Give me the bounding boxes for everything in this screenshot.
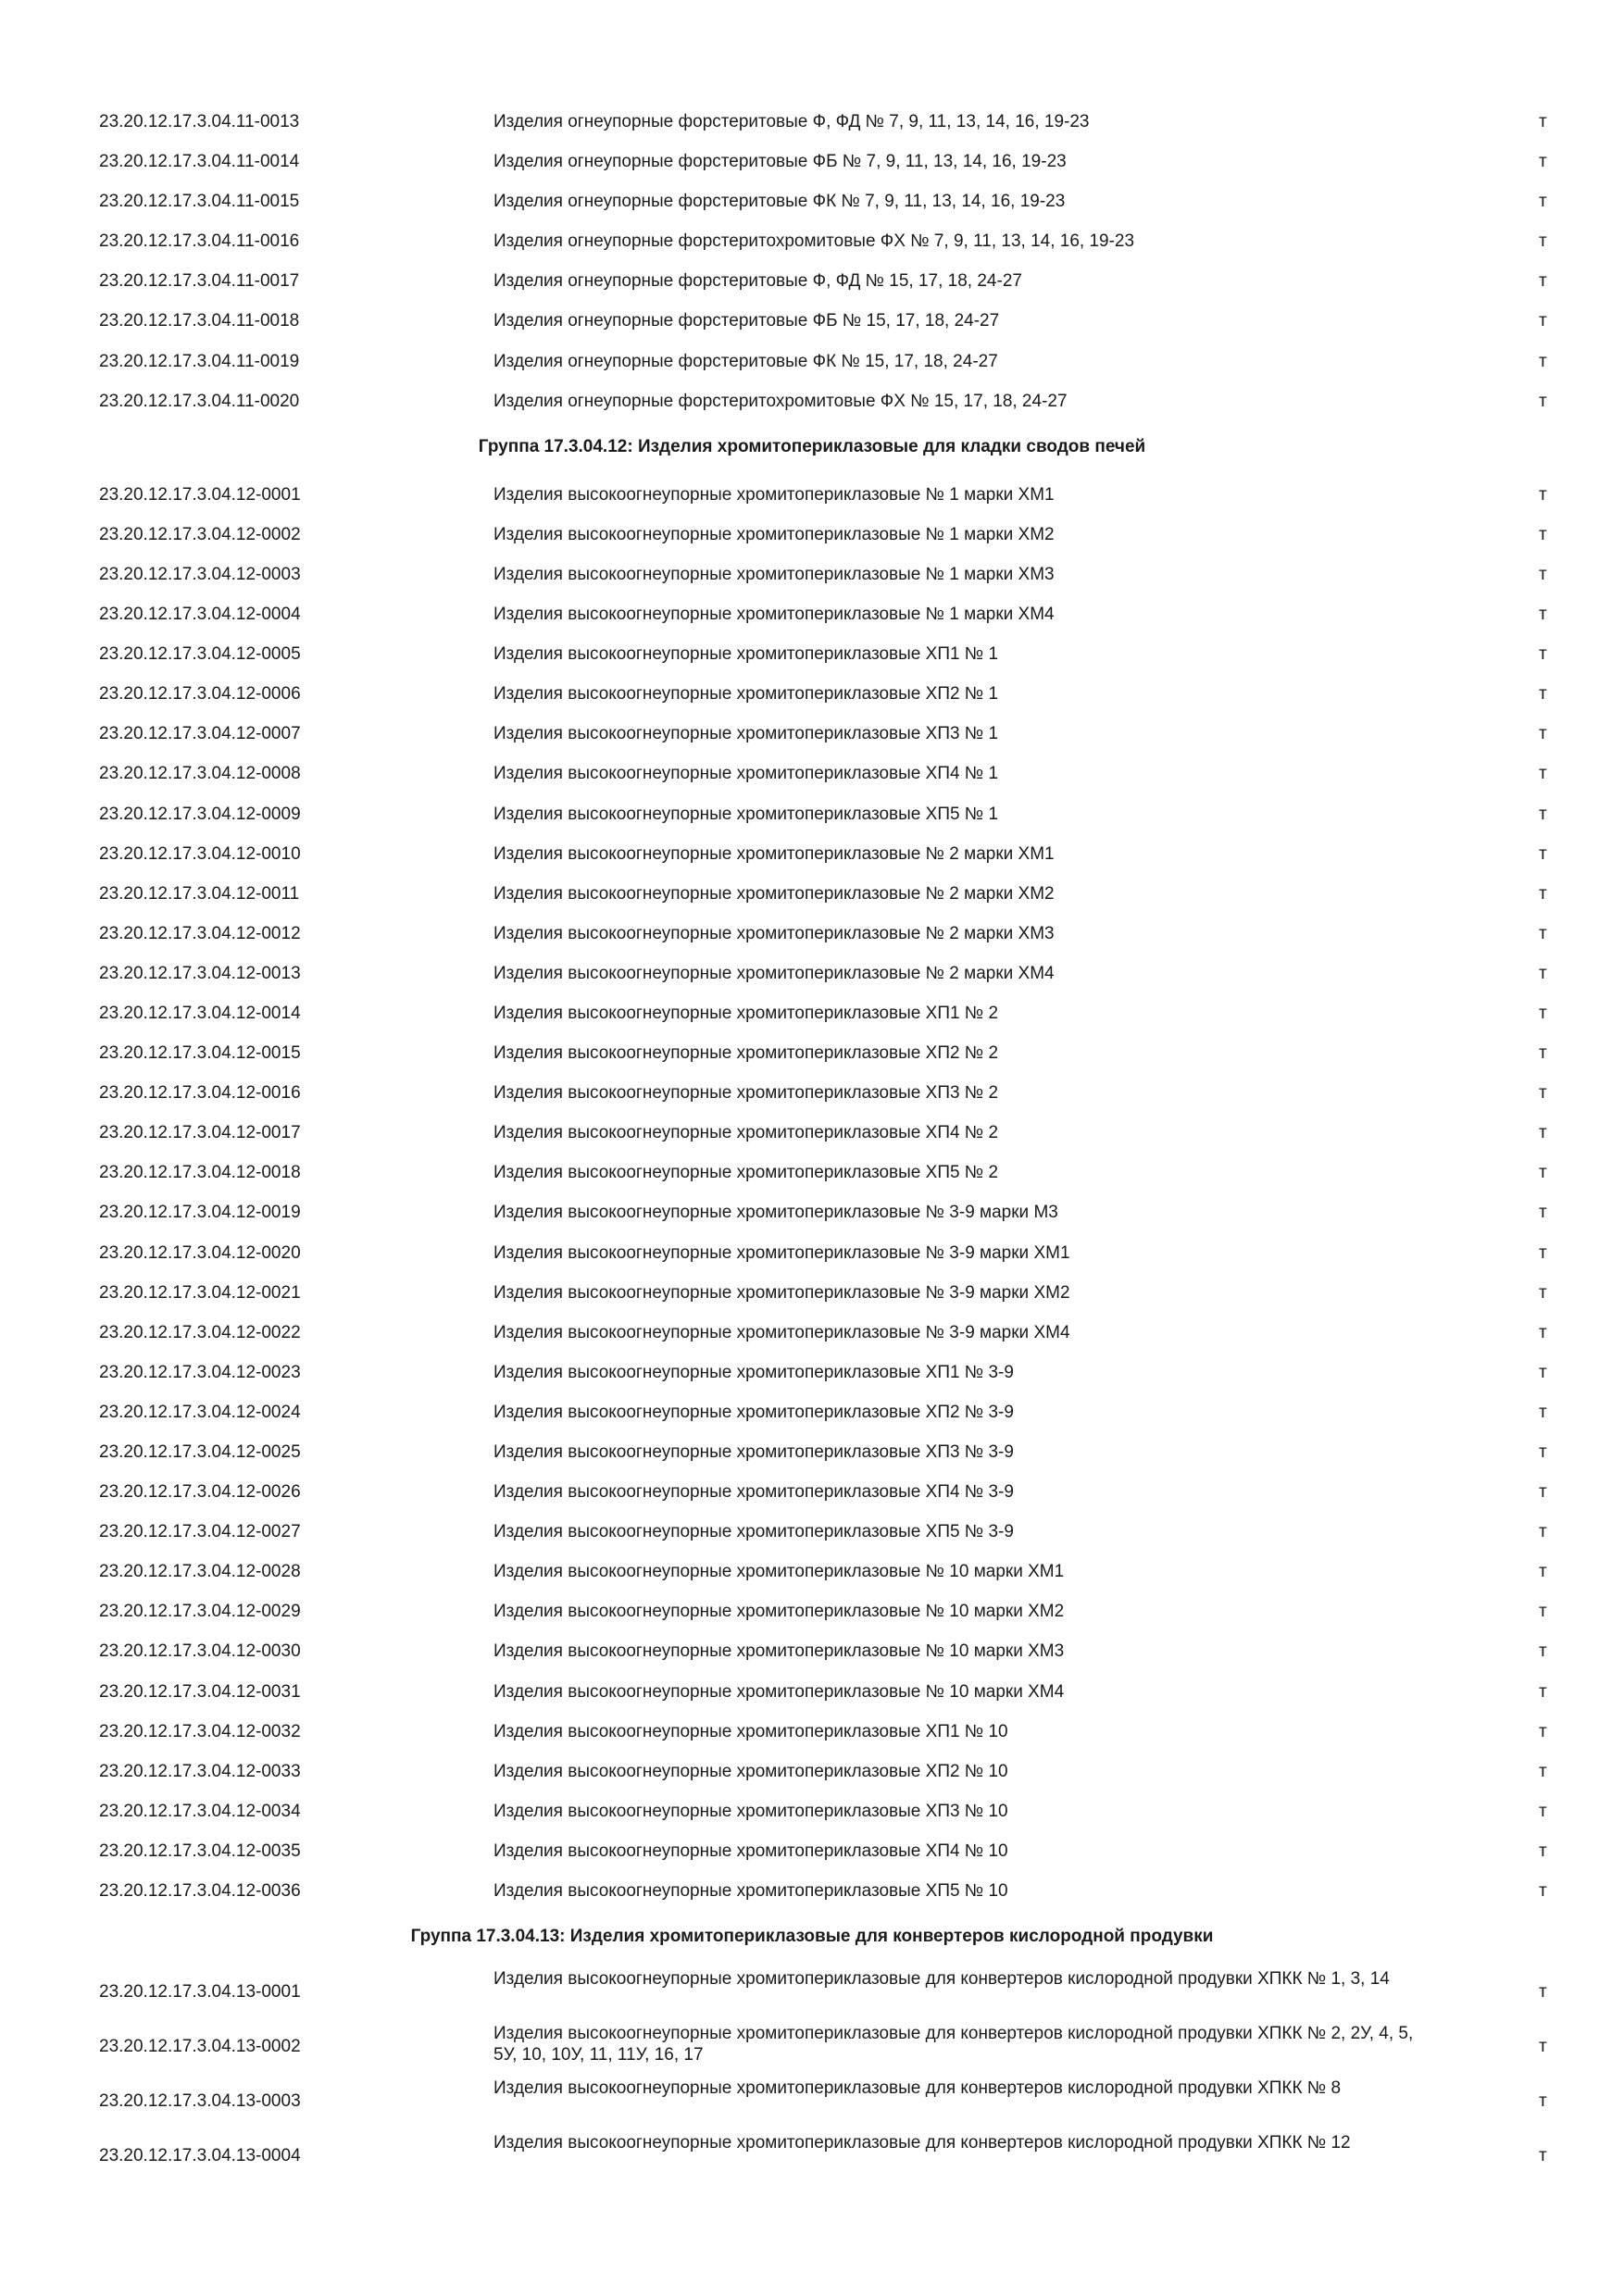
resource-name: Изделия высокоогнеупорные хромитопериклазовые ХП5 № 1: [493, 804, 999, 824]
resource-unit: т: [1539, 391, 1547, 411]
resource-unit: т: [1539, 1043, 1547, 1064]
table-row: [0, 261, 1624, 301]
resource-unit: т: [1539, 271, 1547, 292]
resource-name: Изделия высокоогнеупорные хромитопериклазовые № 1 марки ХМ4: [493, 605, 1055, 625]
table-row: [0, 342, 1624, 381]
resource-unit: т: [1539, 684, 1547, 705]
resource-code: 23.20.12.17.3.04.12-0017: [99, 1123, 301, 1143]
resource-unit: т: [1539, 963, 1547, 983]
resource-name: Изделия высокоогнеупорные хромитопериклазовые для конвертеров кислородной продувки ХПКК № 12: [493, 2133, 1351, 2153]
resource-code: 23.20.12.17.3.04.11-0016: [99, 231, 300, 252]
resource-unit: т: [1539, 112, 1547, 131]
resource-code: 23.20.12.17.3.04.11-0020: [99, 391, 300, 411]
resource-name: Изделия огнеупорные форстеритовые ФК № 7, 9, 11, 13, 14, 16, 19-23: [493, 192, 1066, 212]
resource-unit: т: [1539, 2037, 1547, 2057]
resource-unit: т: [1539, 1721, 1547, 1741]
resource-name: Изделия высокоогнеупорные хромитопериклазовые ХП3 № 3-9: [493, 1442, 1014, 1462]
resource-code: 23.20.12.17.3.04.12-0018: [99, 1163, 301, 1183]
resource-unit: т: [1539, 883, 1547, 904]
resource-code: 23.20.12.17.3.04.12-0002: [99, 524, 301, 544]
table-row: [0, 1432, 1624, 1472]
table-row: [0, 381, 1624, 421]
resource-code: 23.20.12.17.3.04.12-0005: [99, 644, 301, 665]
table-row: [0, 1273, 1624, 1313]
resource-unit: т: [1539, 1482, 1547, 1503]
table-row: [0, 1965, 1624, 2019]
resource-code: 23.20.12.17.3.04.13-0004: [99, 2146, 301, 2166]
table-row: [0, 1472, 1624, 1512]
resource-unit: т: [1539, 1083, 1547, 1104]
resource-code: 23.20.12.17.3.04.12-0007: [99, 724, 301, 744]
table-row: [0, 1033, 1624, 1073]
resource-name: Изделия огнеупорные форстеритовые Ф, ФД № 7, 9, 11, 13, 14, 16, 19-23: [493, 112, 1090, 131]
table-row: [0, 1712, 1624, 1752]
resource-code: 23.20.12.17.3.04.12-0027: [99, 1522, 301, 1542]
resource-unit: т: [1539, 311, 1547, 331]
resource-code: 23.20.12.17.3.04.12-0023: [99, 1362, 301, 1382]
resource-unit: т: [1539, 524, 1547, 544]
table-row: [0, 301, 1624, 341]
resource-unit: т: [1539, 1322, 1547, 1342]
resource-name: Изделия высокоогнеупорные хромитопериклазовые № 1 марки ХМ3: [493, 564, 1055, 584]
resource-unit: т: [1539, 764, 1547, 784]
table-row: [0, 1871, 1624, 1911]
resource-name: Изделия высокоогнеупорные хромитопериклазовые ХП1 № 1: [493, 644, 999, 665]
resource-code: 23.20.12.17.3.04.12-0033: [99, 1761, 301, 1781]
table-row: [0, 221, 1624, 261]
resource-name: Изделия высокоогнеупорные хромитопериклазовые ХП4 № 10: [493, 1841, 1008, 1861]
resource-unit: т: [1539, 1282, 1547, 1303]
resource-unit: т: [1539, 1362, 1547, 1382]
table-row: [0, 102, 1624, 142]
resource-code: 23.20.12.17.3.04.11-0018: [99, 311, 300, 331]
resource-unit: т: [1539, 605, 1547, 625]
resource-code: 23.20.12.17.3.04.12-0028: [99, 1562, 301, 1582]
resource-code: 23.20.12.17.3.04.12-0025: [99, 1442, 301, 1462]
resource-name: Изделия высокоогнеупорные хромитопериклазовые ХП5 № 10: [493, 1881, 1008, 1902]
resource-code: 23.20.12.17.3.04.12-0030: [99, 1641, 301, 1662]
table-row: [0, 2074, 1624, 2128]
resource-name: Изделия огнеупорные форстеритовые ФК № 15, 17, 18, 24-27: [493, 351, 998, 371]
resource-name: Изделия высокоогнеупорные хромитопериклазовые ХП2 № 2: [493, 1043, 999, 1064]
table-row: [0, 1313, 1624, 1353]
resource-unit: т: [1539, 564, 1547, 584]
resource-name: Изделия высокоогнеупорные хромитопериклазовые ХП3 № 1: [493, 724, 999, 744]
table-row: [0, 2019, 1624, 2074]
table-row: [0, 142, 1624, 181]
resource-code: 23.20.12.17.3.04.12-0026: [99, 1482, 301, 1503]
resource-name: Изделия высокоогнеупорные хромитопериклазовые ХП1 № 10: [493, 1721, 1008, 1741]
resource-name: Изделия высокоогнеупорные хромитопериклазовые № 10 марки ХМ4: [493, 1681, 1065, 1702]
resource-unit: т: [1539, 1602, 1547, 1622]
resource-name: Изделия высокоогнеупорные хромитопериклазовые для конвертеров кислородной продувки ХПКК № 1, 3, 14: [493, 1969, 1390, 1990]
resource-code: 23.20.12.17.3.04.12-0010: [99, 843, 301, 864]
resource-name: Изделия огнеупорные форстеритовые Ф, ФД № 15, 17, 18, 24-27: [493, 271, 1022, 292]
table-row: [0, 1192, 1624, 1232]
resource-name: Изделия высокоогнеупорные хромитопериклазовые ХП5 № 2: [493, 1163, 999, 1183]
resource-name: Изделия высокоогнеупорные хромитопериклазовые № 2 марки ХМ4: [493, 963, 1055, 983]
resource-name: Изделия высокоогнеупорные хромитопериклазовые № 3-9 марки ХМ2: [493, 1282, 1070, 1303]
table-row: [0, 1113, 1624, 1153]
table-row: [0, 993, 1624, 1033]
table-row: [0, 1153, 1624, 1192]
group-header-text: Группа 17.3.04.12: Изделия хромитопериклазовые для кладки сводов печей: [478, 436, 1146, 456]
resource-code: 23.20.12.17.3.04.13-0001: [99, 1982, 301, 2003]
table-row: [0, 754, 1624, 793]
resource-unit: т: [1539, 804, 1547, 824]
resource-name: Изделия огнеупорные форстеритохромитовые ФХ № 7, 9, 11, 13, 14, 16, 19-23: [493, 231, 1135, 252]
resource-name: Изделия огнеупорные форстеритовые ФБ № 15, 17, 18, 24-27: [493, 311, 1000, 331]
resource-code: 23.20.12.17.3.04.12-0021: [99, 1282, 301, 1303]
resource-unit: т: [1539, 1522, 1547, 1542]
resource-name: Изделия высокоогнеупорные хромитопериклазовые № 10 марки ХМ1: [493, 1562, 1065, 1582]
resource-unit: т: [1539, 1681, 1547, 1702]
resource-unit: т: [1539, 1641, 1547, 1662]
resource-unit: т: [1539, 1242, 1547, 1263]
resource-name: Изделия высокоогнеупорные хромитопериклазовые ХП1 № 2: [493, 1003, 999, 1023]
resource-code: 23.20.12.17.3.04.12-0015: [99, 1043, 301, 1064]
table-row: [0, 1791, 1624, 1831]
table-row: [0, 515, 1624, 555]
resource-name: Изделия огнеупорные форстеритовые ФБ № 7, 9, 11, 13, 14, 16, 19-23: [493, 152, 1067, 172]
resource-unit: т: [1539, 1562, 1547, 1582]
resource-code: 23.20.12.17.3.04.12-0035: [99, 1841, 301, 1861]
resource-name: Изделия высокоогнеупорные хромитопериклазовые ХП3 № 2: [493, 1083, 999, 1104]
resource-unit: т: [1539, 2146, 1547, 2166]
resource-code: 23.20.12.17.3.04.12-0024: [99, 1402, 301, 1422]
resource-code: 23.20.12.17.3.04.13-0003: [99, 2091, 301, 2112]
resource-unit: т: [1539, 1841, 1547, 1861]
resource-unit: т: [1539, 351, 1547, 371]
table-row: [0, 954, 1624, 993]
resource-name: Изделия высокоогнеупорные хромитопериклазовые для конвертеров кислородной продувки ХПКК № 8: [493, 2078, 1342, 2099]
resource-unit: т: [1539, 1881, 1547, 1902]
resource-code: 23.20.12.17.3.04.12-0019: [99, 1203, 301, 1223]
group-header-text: Группа 17.3.04.13: Изделия хромитопериклазовые для конвертеров кислородной продувки: [410, 1927, 1214, 1947]
table-row: [0, 1512, 1624, 1552]
resource-name: Изделия высокоогнеупорные хромитопериклазовые для конвертеров кислородной продувки ХПКК № 2, 2У, 4, 5, 5У, 10, 10У, 11, 11У, 16, 17: [493, 2024, 1414, 2065]
resource-code: 23.20.12.17.3.04.12-0016: [99, 1083, 301, 1104]
table-row: [0, 594, 1624, 634]
resource-name: Изделия высокоогнеупорные хромитопериклазовые № 3-9 марки ХМ1: [493, 1242, 1070, 1263]
resource-code: 23.20.12.17.3.04.12-0006: [99, 684, 301, 705]
resource-code: 23.20.12.17.3.04.12-0036: [99, 1881, 301, 1902]
resource-code: 23.20.12.17.3.04.13-0002: [99, 2037, 301, 2057]
resource-code: 23.20.12.17.3.04.12-0014: [99, 1003, 301, 1023]
resource-name: Изделия высокоогнеупорные хромитопериклазовые ХП4 № 2: [493, 1123, 999, 1143]
resource-unit: т: [1539, 1982, 1547, 2003]
resource-code: 23.20.12.17.3.04.12-0009: [99, 804, 301, 824]
resource-code: 23.20.12.17.3.04.12-0003: [99, 564, 301, 584]
resource-code: 23.20.12.17.3.04.11-0015: [99, 192, 300, 212]
resource-unit: т: [1539, 1761, 1547, 1781]
resource-name: Изделия высокоогнеупорные хромитопериклазовые № 1 марки ХМ1: [493, 484, 1055, 505]
resource-code: 23.20.12.17.3.04.12-0020: [99, 1242, 301, 1263]
resource-unit: т: [1539, 484, 1547, 505]
resource-unit: т: [1539, 192, 1547, 212]
resource-code: 23.20.12.17.3.04.11-0019: [99, 351, 300, 371]
table-row: [0, 874, 1624, 914]
resource-unit: т: [1539, 1163, 1547, 1183]
resource-code: 23.20.12.17.3.04.12-0029: [99, 1602, 301, 1622]
table-row: [0, 1552, 1624, 1591]
table-row: [0, 1353, 1624, 1392]
resource-code: 23.20.12.17.3.04.12-0022: [99, 1322, 301, 1342]
resource-name: Изделия высокоогнеупорные хромитопериклазовые ХП4 № 3-9: [493, 1482, 1014, 1503]
resource-unit: т: [1539, 644, 1547, 665]
table-row: [0, 475, 1624, 515]
resource-name: Изделия высокоогнеупорные хромитопериклазовые ХП3 № 10: [493, 1801, 1008, 1821]
resource-code: 23.20.12.17.3.04.12-0011: [99, 883, 300, 904]
resource-name: Изделия высокоогнеупорные хромитопериклазовые № 2 марки ХМ1: [493, 843, 1055, 864]
resource-code: 23.20.12.17.3.04.11-0014: [99, 152, 300, 172]
resource-name: Изделия высокоогнеупорные хромитопериклазовые № 10 марки ХМ3: [493, 1641, 1065, 1662]
table-row: [0, 555, 1624, 594]
group-header: [0, 1911, 1624, 1965]
resource-unit: т: [1539, 843, 1547, 864]
resource-unit: т: [1539, 152, 1547, 172]
table-row: [0, 1672, 1624, 1712]
resource-name: Изделия высокоогнеупорные хромитопериклазовые № 3-9 марки М3: [493, 1203, 1058, 1223]
table-row: [0, 1831, 1624, 1871]
resource-unit: т: [1539, 2091, 1547, 2112]
table-row: [0, 834, 1624, 874]
resource-unit: т: [1539, 231, 1547, 252]
resource-code: 23.20.12.17.3.04.12-0012: [99, 923, 301, 943]
resource-name: Изделия высокоогнеупорные хромитопериклазовые № 2 марки ХМ2: [493, 883, 1055, 904]
resource-name: Изделия высокоогнеупорные хромитопериклазовые ХП5 № 3-9: [493, 1522, 1014, 1542]
resource-code: 23.20.12.17.3.04.12-0008: [99, 764, 301, 784]
resource-name: Изделия высокоогнеупорные хромитопериклазовые ХП4 № 1: [493, 764, 999, 784]
table-row: [0, 1591, 1624, 1631]
resource-name: Изделия высокоогнеупорные хромитопериклазовые № 3-9 марки ХМ4: [493, 1322, 1070, 1342]
resource-code: 23.20.12.17.3.04.12-0013: [99, 963, 301, 983]
resource-code: 23.20.12.17.3.04.12-0004: [99, 605, 301, 625]
resource-unit: т: [1539, 1203, 1547, 1223]
resource-unit: т: [1539, 1402, 1547, 1422]
table-row: [0, 674, 1624, 714]
resource-name: Изделия высокоогнеупорные хромитопериклазовые ХП1 № 3-9: [493, 1362, 1014, 1382]
resource-name: Изделия высокоогнеупорные хромитопериклазовые ХП2 № 1: [493, 684, 999, 705]
resource-name: Изделия высокоогнеупорные хромитопериклазовые № 1 марки ХМ2: [493, 524, 1055, 544]
resource-unit: т: [1539, 923, 1547, 943]
resource-code: 23.20.12.17.3.04.11-0017: [99, 271, 300, 292]
table-row: [0, 2128, 1624, 2183]
resource-name: Изделия огнеупорные форстеритохромитовые ФХ № 15, 17, 18, 24-27: [493, 391, 1068, 411]
resource-code: 23.20.12.17.3.04.12-0032: [99, 1721, 301, 1741]
resource-name: Изделия высокоогнеупорные хромитопериклазовые ХП2 № 10: [493, 1761, 1008, 1781]
resource-unit: т: [1539, 1442, 1547, 1462]
resource-unit: т: [1539, 1003, 1547, 1023]
table-row: [0, 714, 1624, 754]
resource-name: Изделия высокоогнеупорные хромитопериклазовые № 10 марки ХМ2: [493, 1602, 1065, 1622]
table-row: [0, 1752, 1624, 1791]
group-header: [0, 421, 1624, 475]
table-row: [0, 1073, 1624, 1113]
resource-name: Изделия высокоогнеупорные хромитопериклазовые ХП2 № 3-9: [493, 1402, 1014, 1422]
document-page: [0, 102, 1624, 2183]
table-row: [0, 1233, 1624, 1273]
resource-unit: т: [1539, 1801, 1547, 1821]
resource-code: 23.20.12.17.3.04.12-0001: [99, 484, 301, 505]
table-row: [0, 634, 1624, 674]
table-row: [0, 181, 1624, 221]
resource-code: 23.20.12.17.3.04.12-0031: [99, 1681, 301, 1702]
table-row: [0, 794, 1624, 834]
resource-unit: т: [1539, 724, 1547, 744]
resource-unit: т: [1539, 1123, 1547, 1143]
resource-name: Изделия высокоогнеупорные хромитопериклазовые № 2 марки ХМ3: [493, 923, 1055, 943]
resource-code: 23.20.12.17.3.04.12-0034: [99, 1801, 301, 1821]
table-row: [0, 1631, 1624, 1671]
table-row: [0, 1392, 1624, 1432]
table-row: [0, 914, 1624, 954]
resource-code: 23.20.12.17.3.04.11-0013: [99, 112, 300, 131]
